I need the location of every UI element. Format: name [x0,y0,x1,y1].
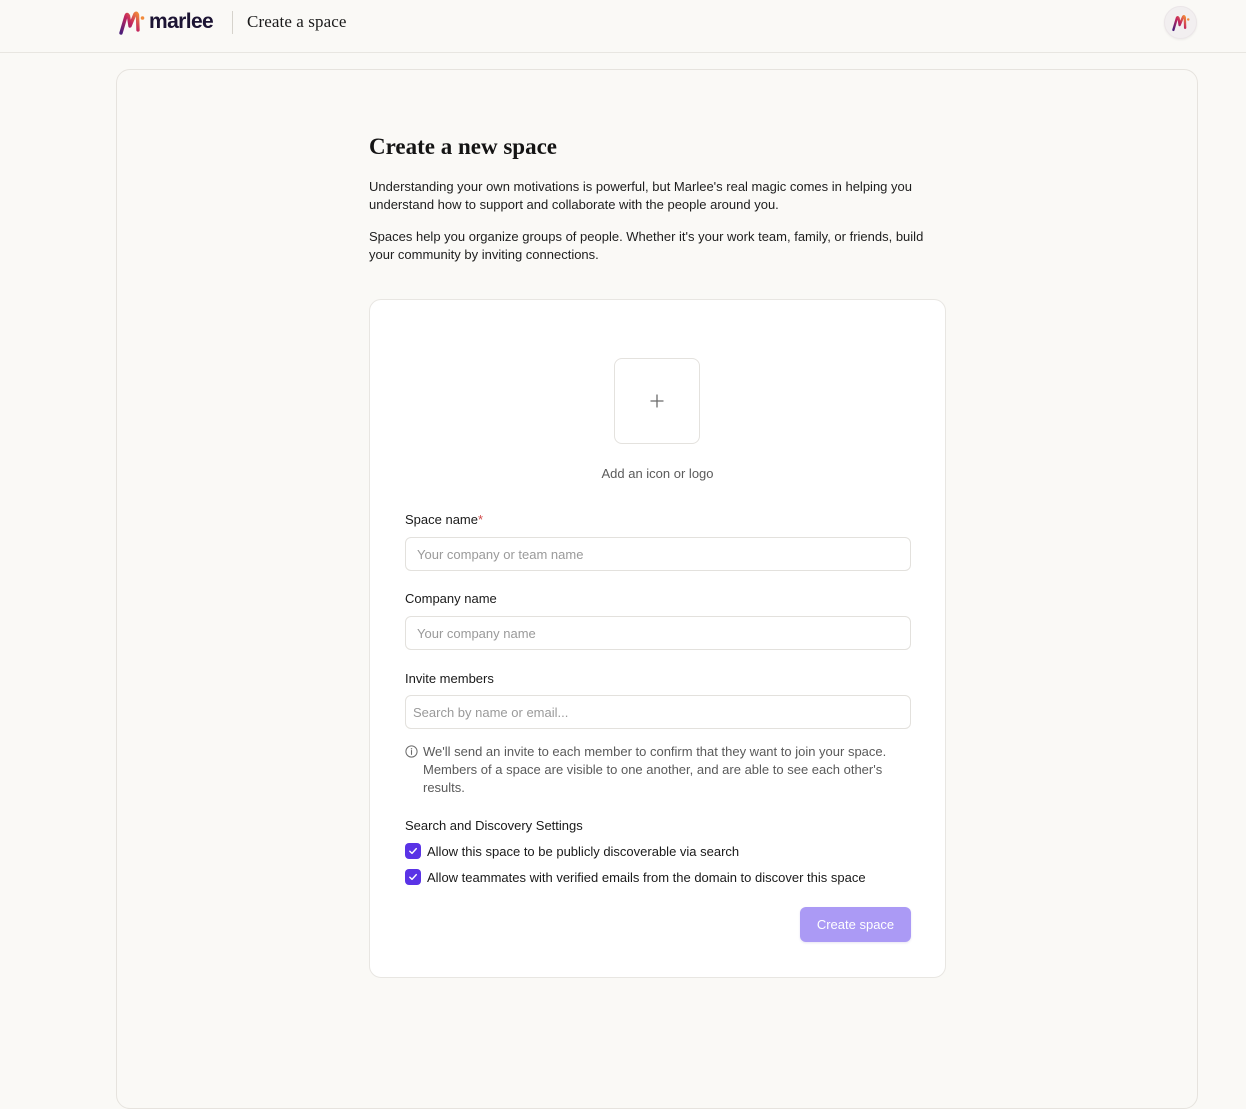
intro-paragraph-1: Understanding your own motivations is powerful, but Marlee's real magic comes in helping you understand how to support and collaborate with the people around you. [369,179,912,212]
space-name-label [405,512,483,527]
page-heading: Create a new space [369,134,557,159]
required-mark: * [478,512,484,527]
checkmark-icon [408,872,418,882]
top-bar [0,0,1246,53]
plus-icon [650,394,664,408]
brand-name: marlee [149,9,214,33]
space-name-label-text: Space name [405,512,478,527]
public-discovery-label: Allow this space to be publicly discoverable via search [427,843,740,859]
avatar-logo-icon [1171,14,1191,32]
intro-paragraph-2: Spaces help you organize groups of people. Whether it's your work team, family, or friends, build your community by inviting connections. [369,229,924,262]
brand-logo[interactable] [118,9,213,37]
invite-members-label: Invite members [405,671,494,686]
domain-discovery-label: Allow teammates with verified emails from the domain to discover this space [427,869,866,885]
logo-upload-label: Add an icon or logo [601,466,714,481]
checkmark-icon [408,846,418,856]
create-space-button[interactable]: Create space [800,907,911,942]
company-name-input[interactable] [405,616,911,650]
logo-upload-button[interactable] [614,358,700,444]
domain-discovery-option[interactable] [405,869,866,885]
create-space-form [369,299,946,978]
header-divider [232,11,233,34]
domain-discovery-checkbox[interactable] [405,869,421,885]
space-name-input[interactable] [405,537,911,571]
user-avatar[interactable] [1164,6,1197,39]
discovery-settings-title: Search and Discovery Settings [405,818,583,833]
public-discovery-option[interactable] [405,843,739,859]
invite-members-search-input[interactable] [405,695,911,729]
page-intro [369,133,946,264]
invite-note-text: We'll send an invite to each member to confirm that they want to join your space. Members of a space are visible to one another, and are able to see each other's results. [423,744,887,795]
invite-note [405,743,915,797]
marlee-logo-icon [118,10,146,36]
company-name-label: Company name [405,591,497,606]
public-discovery-checkbox[interactable] [405,843,421,859]
page-header-title: Create a space [247,12,347,31]
info-icon [405,745,418,758]
